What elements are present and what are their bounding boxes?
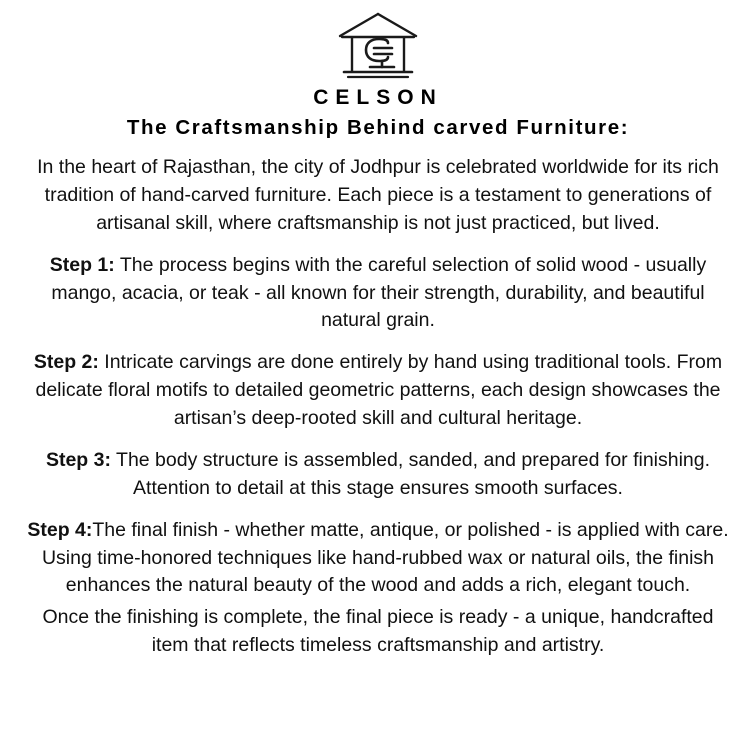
house-monogram-logo-icon <box>330 10 426 82</box>
brand-name: CELSON <box>313 86 443 109</box>
paragraph-step-2 <box>8 349 748 433</box>
paragraph-intro <box>28 154 728 238</box>
step-3-text: The body structure is assembled, sanded, and prepared for finishing. Attention to detail at this stage ensures smooth surfaces. <box>110 448 711 499</box>
paragraph-step-1 <box>28 252 728 336</box>
paragraph-step-3 <box>28 447 728 503</box>
paragraph-intro-text: In the heart of Rajasthan, the city of Jodhpur is celebrated worldwide for its rich tradition of hand-carved furniture. Each piece is a testament to generations of artisanal skill, where craftsmanship is not just practiced, but lived. <box>37 156 719 234</box>
step-2-label: Step 2: <box>33 351 99 374</box>
step-4-text: The final finish - whether matte, antique, or polished - is applied with care. Using time-honored techniques like hand-rubbed wax or natural oils, the finish enhances the natural beauty of the wood and adds a rich, elegant touch. <box>41 518 729 597</box>
page-title: The Craftsmanship Behind carved Furniture: <box>126 116 630 139</box>
step-1-label: Step 1: <box>49 253 115 276</box>
step-2-text: Intricate carvings are done entirely by hand using traditional tools. From delicate floral motifs to detailed geometric patterns, each design showcases the artisan’s deep-rooted skill and cultural heritage. <box>35 351 723 429</box>
step-1-text: The process begins with the careful selection of solid wood - usually mango, acacia, or teak - all known for their strength, durability, and beautiful natural grain. <box>51 253 707 332</box>
paragraph-step-4 <box>8 517 748 601</box>
paragraph-closing-text: Once the finishing is complete, the final piece is ready - a unique, handcrafted item that reflects timeless craftsmanship and artistry. <box>42 606 714 657</box>
step-3-label: Step 3: <box>45 448 111 471</box>
step-4-label: Step 4: <box>27 518 93 541</box>
paragraph-closing <box>28 604 728 660</box>
